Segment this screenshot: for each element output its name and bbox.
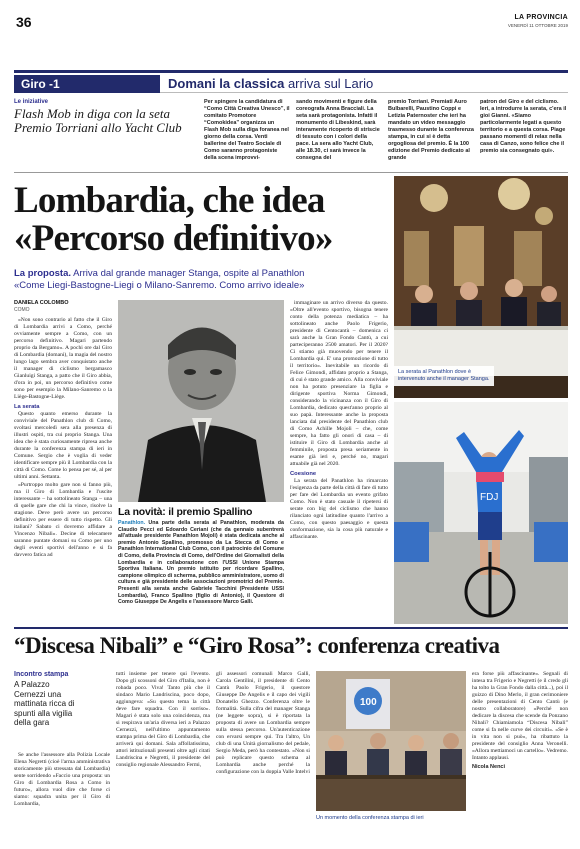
byline: DANIELA COLOMBO	[14, 300, 69, 306]
spallino-box	[118, 506, 284, 606]
section-headline-light: arriva sul Lario	[284, 76, 374, 91]
main-col2-p1: immaginare un arrivo diverso da questo. «Oltre all'evento sportivo, bisogna tenere conto della potenza mediatica – ha sottolineato anche Paolo Frigerio, presidente di Centocantù – domenica ci sarà anche la Gran Fondo Cantù, a cui parteciperanno 2500 amatori. Per il 2020? Ci stiamo già muovendo per tenere il Lombardia qui. E' una promozione di tutto il territorio». Inevitabile un ricordo di Felice Gimondi, affidato proprio a Stanga, di cui è stato grande amico. Alla conviviale non ha potuto presenziare la figlia e dirigente sportiva Norma Gimondi, considerando la vicinanza con il Giro di Lombardia, dedicato quest'anno proprio al suo papà. Interessante anche la proposta lanciata dal presidente del Panathlon club di Como Achille Mojoli – che, come sempre, ha fatto gli onori di casa – di istituire il Giro di Lombardia anche al femminile, proposta presa seriamente in esame già ieri e, perché no, magari attuabile già nel 2020.	[290, 300, 388, 467]
second-col4-text: era forse più affascinante». Segnali di intesa tra Frigerio e Negretti (e il credo gli ha tolto la Gran Fondo dalla città...), poi il guizzo di Dino Merlo, il gran cerimoniere delle presentazioni di Cento Cantù (e nostro collaboratore) «Perché non dedicare la discesa che scende da Ponzano Nibali? Chiamiamola “Discesa Nibali” come si fa nelle curve dei circuiti». «Se è in vita non si può», ha ribattuto la presidente del consiglio Anna Veronelli. «Allora mettiamoci un cartello». Vedremo. Intanto applausi.	[472, 671, 568, 761]
main-col2-sub: Coesione	[290, 471, 317, 477]
second-summary: A Palazzo Cernezzi una mattinata ricca di spunti alla vigilia della gara	[14, 680, 75, 727]
second-col-4	[472, 671, 568, 842]
divider	[14, 172, 568, 173]
subtitle-line-2: «Come Liegi-Bastogne-Liegi o Milano-Sanremo. Como arrivo ideale»	[14, 280, 305, 291]
second-kicker: Incontro stampa	[14, 671, 69, 678]
byline-place: COMO	[14, 307, 30, 313]
main-title	[14, 182, 394, 258]
initiative-col-2: sando movimenti e figure della coreografa Anna Bracciali. La seta sarà protagonista. Infatti il monumento di Libeskind, sarà interamente ricoperto di striscie di tessuto con i colori della pace. La sera allo Yacht Club, alle 18.30, ci sarà invece la consegna del	[296, 99, 380, 161]
main-col-2	[290, 300, 388, 604]
conference-scene	[316, 671, 466, 811]
main-col1-p2: Questo quanto emerso durante la conviviale del Panathlon club di Como, svoltasi mercoledì sera alla presenza di illustri ospiti, tra cui proprio Stanga. Una idea che è stata curiosamente ripresa anche durante la conferenza stampa di ieri in Comune. Sergio che è voglia di veder identificare sempre più il Lombardia con la città di Como. Come lo pensa per sé, al per ultimi anni. Settanta.	[14, 411, 112, 480]
initiative-title: Flash Mob in diga con la seta Premio Torriani allo Yacht Club	[14, 106, 182, 135]
issue-date: VENERDÌ 11 OTTOBRE 2019	[507, 23, 568, 28]
section-tag	[14, 75, 160, 93]
main-col2-p2: La serata del Panathlon ha rimarcato l'esigenza da parte della città di fare di tutto per fare del Lombardia un evento grifato Como. Non è stato casuale il ripetersi di serate con big del ciclismo che hanno rilanciato ogni latitudine quanto l'arrivo a Como, con questo paesaggio e questa conformazione, sia la cosa più naturale e affascinante.	[290, 478, 388, 540]
portrait-scene	[118, 300, 284, 502]
paper-name: LA PROVINCIA	[514, 14, 568, 21]
spallino-kicker: Panathlon.	[118, 520, 146, 526]
photo-stanga-portrait	[118, 300, 284, 502]
section-headline-bold: Domani la classica	[168, 76, 285, 91]
cyclist-scene	[394, 402, 568, 624]
page-header	[14, 0, 568, 32]
main-subtitle	[14, 268, 394, 292]
photo-conference	[316, 671, 466, 811]
main-col1-p1: «Non sono contrario al fatto che il Giro di Lombardia arrivi a Como, perché ovviamente sempre a Como, con un percorso definitivo. Magari partendo proprio da Bergamo». A pochi ore dal Giro di Lombardia (domani), la magia del nostro lungo lago sembra aver conquistato anche il manager di ciclismo bergamasco Gianluigi Stanga, a patto che il Giro abbia, d'ora in poi, un percorso definitivo come sono per esempio la Milano-Sanremo o la Liège-Bastogne-Liège.	[14, 317, 112, 400]
second-col-2: tutti insieme per tenere qui l'evento. Dopo gli scossoni del Giro d'Italia, non è robada poco. Viva! Tanto più che il sindaco Mario Landriscina, poco dopo, aggiungeva: «Su questo tema la città deve fare squadra. Con il sorriso». Magari è stata solo una coincidenza, ma si respirava un'aria diversa ieri a Palazzo Cernezzi, nell'ultimo appuntamento stampa prima del Giro di Lombardia, che arriverà qui domani. Sala affollatissima, attori istituzionali presenti oltre agli citati Landriscina e Negretti, il presidente del consiglio regionale Alessandro Fermi,	[116, 671, 210, 768]
initiative-col-3: premio Torriani. Premiati Auro Bulbarelli, Paustino Coppi e Letizia Paternoster che ieri ha mandato un video messaggio trasmesso durante la conferenza stampa, in cui si è detta orgogliosa del premio. È la 100 edizione del Premio dedicato al grande	[388, 99, 474, 161]
main-col1-p3: «Purtroppo molto gare non si fanno più, ma il Giro di Lombardia e l'uscite interessante – ha sottolineato Stanga – una di quelle gare che chi la vince, risolve la stagione. Deve però avere un percorso definitivo per essere di tutto rispetto. Gli italiani? Sabato ci dovremo affidare a Vincenzo Nibali». Decine di telecamere saranno puntate domani su Como per uno degli eventi sportivi dell'anno e si fa davvero fatica ad	[14, 482, 112, 558]
section-headline	[168, 76, 373, 91]
section-bar	[14, 70, 568, 93]
second-title: “Discesa Nibali” e “Giro Rosa”: conferenza creativa	[14, 633, 500, 658]
spallino-title: La novità: il premio Spallino	[118, 506, 253, 518]
initiative-block	[14, 96, 568, 172]
spallino-text: Una parte della serata al Panathlon, moderata da Claudio Pecci ed Edoardo Ceriani (che da gennaio subentrerà all'attuale presidente Panathlon Mojoli) è stata dedicata anche al premio Antonio Spallino, promosso da La Stecca di Como e Panathlon International Club Como, con il patrocinio del Comune di Como, della Provincia di Como, dell'Ordine dei Giornalisti della Lombardia e in collaborazione con l'USSI Unione Stampa Sportiva Italiana. Un premio istituito per ricordare Spallino, campione olimpico di scherma, pubblico amministratore, uomo di cultura e già presidente delle associazioni promotrici del Premio. Presenti alla serata anche Gabriele Tacchini (Presidente USSI Lombardia), Franco Spallino (figlio di Antonio), il Questore di Como Giuseppe De Angelis e l'assessore Marco Galli.	[118, 520, 284, 606]
conference-caption: Un momento della conferenza stampa di ieri	[316, 815, 424, 821]
second-col-3: gli assessori comunali Marco Galli, Carola Gentilini, il presidente di Cento Cantù Paolo Frigerio, il questore Giuseppe De Angelis e il capo dei vigili Donatello Ghezzo. Conferenza oltre le formalità. Sulla cifra del manager Stanga (ne leggete sopra), si è riportata la proposta di avere un Lombardia sempre sulla stessa percorso. Un'autenticazione con ervarsi sempre qui. Tra l'altro, Un club di una Unità giornalismo del pedale, Sergio Meda, però ha contestato. «Non si può replicare questo schema al Lombardia anche perché la configurazione con la doppia Valle Intelvi	[216, 671, 310, 775]
initiative-kicker: Le iniziative	[14, 99, 49, 105]
panathlon-caption: La serata al Panathlon dove è intervenuto anche il manager Stanga.	[394, 366, 494, 386]
main-col1-sub: La serata	[14, 404, 40, 410]
conference-logo-text: 100	[360, 697, 377, 708]
initiative-col-4: patron del Giro e del ciclismo. Ieri, a introdurre la serata, c'era il gioi Gianni. «Siamo particolarmente legati a questo territorio e a questa corsa. Piage passano momenti di relax nella casa di Canzo, sono felice che il premio sia consegnato qui».	[480, 99, 567, 154]
initiative-col-1: Per spingere la candidatura di “Como Città Creativa Unesco”, il comitato Promotore “Comokidea” organizza un Flash Mob sulla diga foranea nel giorno della corsa. Venti ballerine del Teatro Sociale di Como saranno protagoniste della scena improvvi-	[204, 99, 290, 161]
svg-text:FDJ: FDJ	[480, 492, 499, 503]
main-title-line-2: «Percorso definitivo»	[14, 218, 333, 259]
subtitle-line-1: Arriva dal grande manager Stanga, ospite al Panathlon	[71, 268, 305, 279]
second-col-1: Se anche l'assessore alla Polizia Locale Elena Negretti (cioè l'arma amministrativa storicamente più stressata dal Lombardia) sente sorridendo «Faccio una proposta: un Giro di Lombardia Rosa a Como in futuro», allora vuol dire che forse ci siamo: squadra unita per il Giro di Lombardia,	[14, 752, 110, 807]
photo-panathlon	[394, 176, 568, 398]
subtitle-kicker: La proposta.	[14, 268, 72, 279]
main-col-1	[14, 317, 112, 604]
photo-cyclist	[394, 402, 568, 624]
divider-2	[14, 627, 568, 629]
section-tag-label: Giro -1	[21, 77, 60, 91]
spallino-body	[118, 520, 284, 606]
panathlon-scene	[394, 176, 568, 398]
page-number: 36	[16, 14, 32, 30]
main-title-line-1: Lombardia, che idea	[14, 180, 325, 221]
second-signature: Nicola Nenci	[472, 764, 506, 770]
